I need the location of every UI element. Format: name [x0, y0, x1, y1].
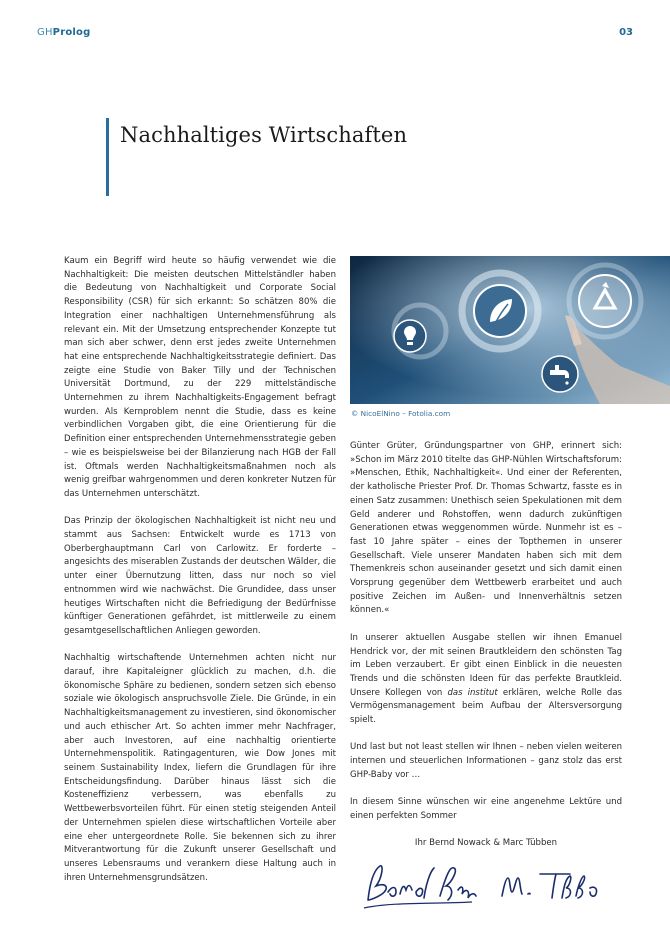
- paragraph-text: In unserer aktuellen Ausgabe stellen wir ihnen Emanuel Hendrick vor, der mit seinen Brautkleidern den schönsten Tag im Leben verzaubert. Er gibt einen Einblick in die neuesten Trends und die schönsten Ideen für das perfekte Brautkleid. Unsere Kollegen von: [350, 632, 622, 698]
- signature-bernd-nowack: [362, 852, 480, 916]
- page-title: Nachhaltiges Wirtschaften: [120, 123, 408, 147]
- paragraph: [350, 632, 622, 728]
- recycle-icon: [579, 275, 631, 327]
- photo-credit: © NicoElNino – Fotolia.com: [351, 409, 451, 418]
- left-column: [64, 255, 336, 899]
- paragraph: Das Prinzip der ökologischen Nachhaltigkeit ist nicht neu und stammt aus Sachsen: Entwickelt wurde es 1713 von Oberberghauptmann Carl von Carlowitz. Er forderte – angesichts des miserablen Zustands der deutschen Wälder, die unter einer Übernutzung litten, dass nur noch so viel entnommen wird wie nachwächst. Die Grundidee, dass unser heutiges Wirtschaften nicht die Befriedigung der Bedürfnisse künftiger Generationen gefährdet, ist mittlerweile zu einem gesamtgesellschaftlichen Anliegen geworden.: [64, 516, 336, 636]
- lightbulb-icon: [394, 320, 426, 352]
- page-number: 03: [619, 27, 633, 38]
- brand-prefix: GH: [37, 27, 53, 38]
- faucet-icon: [542, 356, 578, 392]
- institute-name: das institut: [447, 687, 498, 698]
- paragraph: Günter Grüter, Gründungspartner von GHP, erinnert sich: »Schon im März 2010 titelte das GHP-Nühlen Wirtschaftsforum: »Menschen, Ethik, Nachhaltigkeit«. Und einer der Referenten, der katholische Priester Prof. Dr. Thomas Schwartz, fasste es in einen Satz zusammen: Unethisch seien Spekulationen mit dem Geld anderer und Rohstoffen, wenn dadurch zukünftigen Generationen etwas weggenommen würde. Nunmehr ist es – fast 10 Jahre später – eines der Topthemen in unserer Gesellschaft. Viele unserer Mandaten haben sich mit dem Themenkreis schon auseinander gesetzt und sich damit einen Vorsprung gegenüber dem Wettbewerb erarbeitet und auch positive Zeichen im Außen- und Innenverhältnis setzen können.«: [350, 441, 622, 616]
- paragraph: Kaum ein Begriff wird heute so häufig verwendet wie die Nachhaltigkeit: Die meisten deutschen Mittelständler haben die Bedeutung von Nachhaltigkeit und Corporate Social Responsibility (CSR) für sich erkannt: So schätzen 80% die Integration einer nachhaltigen Unternehmensführung als relevant ein. Mit der Umsetzung entsprechender Konzepte tut man sich aber schwer, denn erst jedes zweite Unternehmen hat eine entsprechende Nachhaltigkeitsstrategie definiert. Das zeigte eine Studie von Baker Tilly und der Technischen Universität Dortmund, zu der 229 mittelständische Unternehmen zu ihrem Nachhaltigkeits-Engagement befragt wurden. Als Kernproblem nennt die Studie, dass es keine verbindlichen Vorgaben gibt, die eine Orientierung für die Definition einer entsprechenden Unternehmensstrategie geben – wie es beispielsweise bei der Bilanzierung nach HGB der Fall ist. Oftmals werden Nachhaltigkeitsmaßnahmen noch als wenig greifbar wahrgenommen und deren konkreter Nutzen für das Unternehmen unterschätzt.: [64, 256, 336, 499]
- leaf-icon: [474, 285, 526, 337]
- right-column: [350, 440, 622, 837]
- paragraph: Nachhaltig wirtschaftende Unternehmen achten nicht nur darauf, ihre Kapitaleigner glücklich zu machen, d.h. die ökonomische Sphäre zu bedienen, sondern setzen sich ebenso soziale wie ökologisch anspruchsvolle Ziele. Die Gründe, in ein Nachhaltigkeitsmanagement zu investieren, sind ökonomischer und auch ethischer Art. So achten immer mehr Nachfrager, aber auch Investoren, auf eine nachhaltig orientierte Unternehmenspolitik. Ratingagenturen, wie Dow Jones mit seinem Sustainability Index, liefern die Grundlagen für ihre Entscheidungsfindung. Darüber hinaus lässt sich die Kosteneffizienz verbessern, was ebenfalls zu Wettbewerbsvorteilen führt. Für einen stetig steigenden Anteil der Unternehmen spielen diese wirtschaftlichen Vorteile aber eine eher untergeordnete Rolle. Sie bekennen sich zu ihrer Mitverantwortung für die Zukunft unserer Gesellschaft und unseres Lebensraums und verankern diese Haltung auch in ihren Unternehmensgrundsätzen.: [64, 653, 336, 883]
- closing-greeting: Ihr Bernd Nowack & Marc Tübben: [414, 838, 558, 848]
- sustainability-photo: [350, 256, 670, 404]
- header-brand: [37, 27, 90, 38]
- paragraph-text: erklären, welche Rolle das Vermögensmanagement beim Aufbau der Altersversorgung spielt.: [350, 687, 623, 726]
- signature-marc-tuebben: [496, 860, 606, 906]
- brand-name: Prolog: [52, 27, 91, 38]
- paragraph: Und last but not least stellen wir Ihnen – neben vielen weiteren internen und steuerlichen Informationen – ganz stolz das erst GHP-Baby vor …: [350, 742, 622, 780]
- title-accent-bar: [106, 118, 109, 196]
- paragraph: In diesem Sinne wünschen wir eine angenehme Lektüre und einen perfekten Sommer: [350, 797, 622, 821]
